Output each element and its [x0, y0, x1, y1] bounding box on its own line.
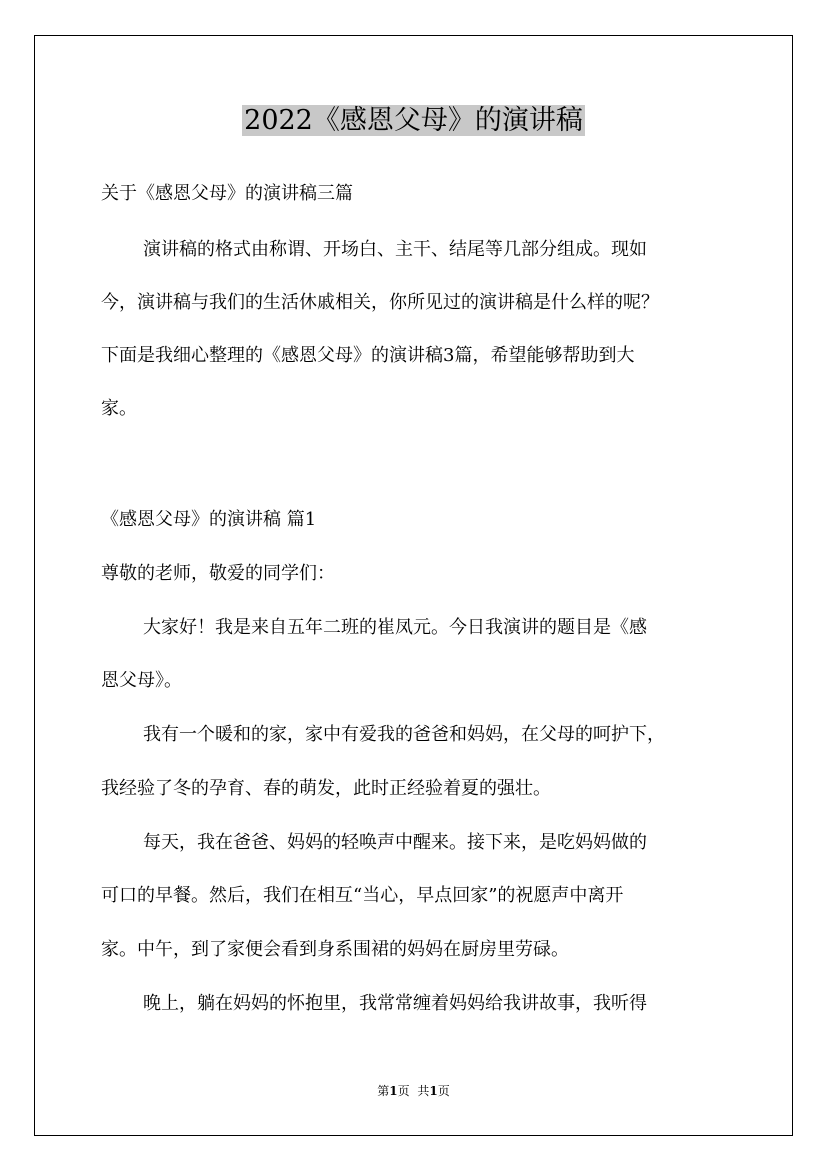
- footer-page-suffix: 页: [397, 1084, 410, 1098]
- paragraph-line: 晚上，躺在妈妈的怀抱里，我常常缠着妈妈给我讲故事，我听得: [143, 993, 647, 1014]
- paragraph-line: 我经验了冬的孕育、春的萌发，此时正经验着夏的强壮。: [101, 778, 551, 799]
- footer-page-prefix: 第: [377, 1084, 390, 1098]
- subtitle-line: 关于《感恩父母》的演讲稿三篇: [101, 183, 353, 204]
- footer-total-prefix: 共: [417, 1084, 430, 1098]
- paragraph-line: 恩父母》。: [101, 670, 182, 691]
- page-footer: [0, 1083, 827, 1099]
- document-title: [0, 101, 827, 141]
- paragraph-line: 下面是我细心整理的《感恩父母》的演讲稿3篇，希望能够帮助到大: [101, 345, 635, 366]
- paragraph-line: 今，演讲稿与我们的生活休戚相关，你所见过的演讲稿是什么样的呢？: [101, 292, 659, 313]
- paragraph-line: 每天，我在爸爸、妈妈的轻唤声中醒来。接下来，是吃妈妈做的: [143, 832, 647, 853]
- paragraph-line: 家。中午，到了家便会看到身系围裙的妈妈在厨房里劳碌。: [101, 939, 569, 960]
- footer-total-suffix: 页: [437, 1084, 450, 1098]
- footer-page-number: 1: [389, 1084, 398, 1098]
- paragraph-line: 家。: [101, 398, 137, 419]
- document-title-text: 2022《感恩父母》的演讲稿: [244, 105, 583, 136]
- paragraph-line: 大家好！我是来自五年二班的崔凤元。今日我演讲的题目是《感: [143, 617, 647, 638]
- paragraph-line: 我有一个暖和的家，家中有爱我的爸爸和妈妈，在父母的呵护下，: [143, 724, 665, 745]
- section-heading: 《感恩父母》的演讲稿 篇1: [101, 509, 317, 530]
- footer-total-pages: 1: [429, 1084, 438, 1098]
- paragraph-line: 可口的早餐。然后，我们在相互“当心，早点回家”的祝愿声中离开: [101, 885, 624, 906]
- salutation-line: 尊敬的老师，敬爱的同学们：: [101, 563, 335, 584]
- paragraph-line: 演讲稿的格式由称谓、开场白、主干、结尾等几部分组成。现如: [143, 239, 647, 260]
